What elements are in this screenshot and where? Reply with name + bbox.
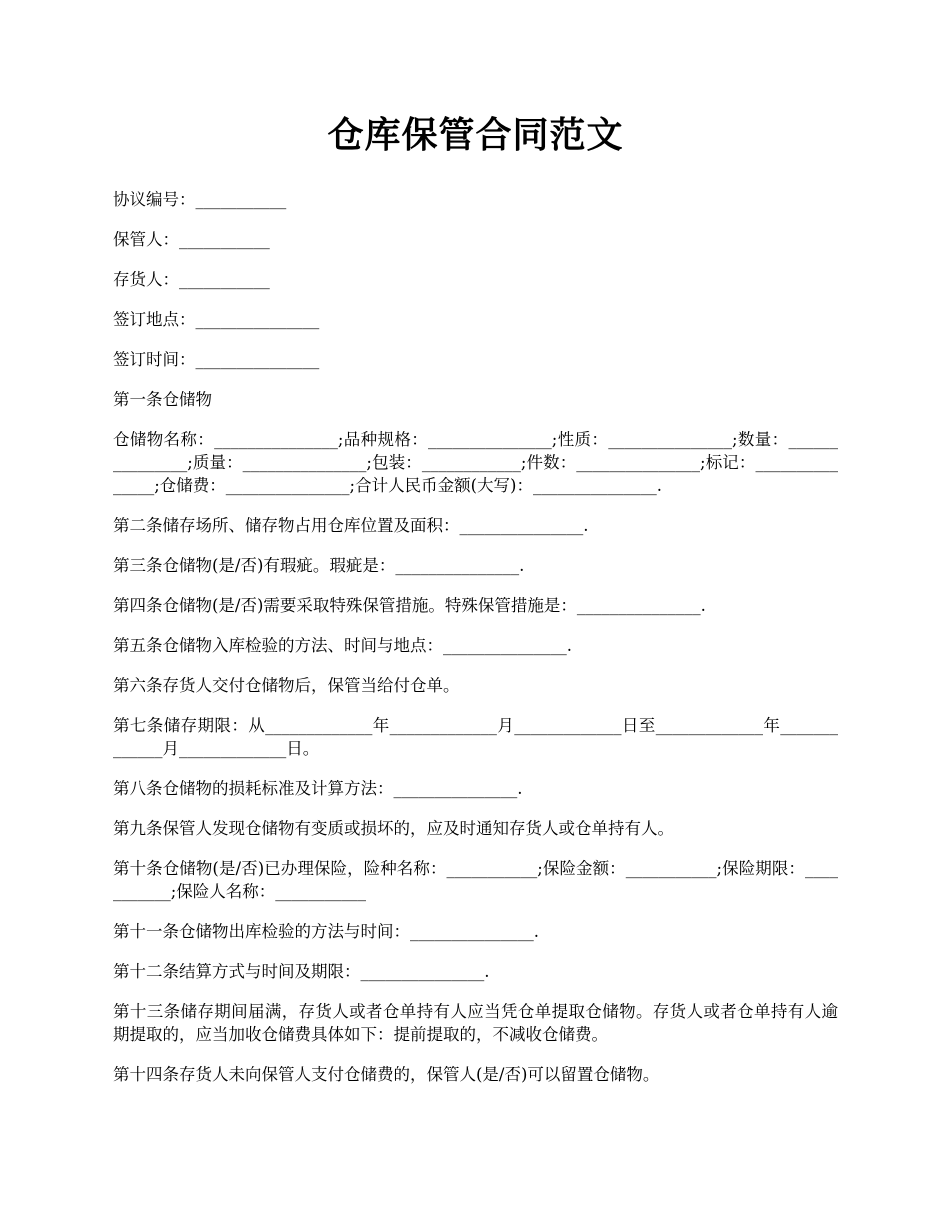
article-11: 第十一条仓储物出库检验的方法与时间：_______________.: [113, 922, 539, 941]
article-13: 第十三条储存期间届满，存货人或者仓单持有人应当凭仓单提取仓储物。存货人或者仓单持有人逾期提取的，应当加收仓储费具体如下：提前提取的，不减收仓储费。: [113, 1002, 838, 1044]
article-6: 第六条存货人交付仓储物后，保管当给付仓单。: [113, 676, 460, 695]
article-3: 第三条仓储物(是/否)有瑕疵。瑕疵是：_______________.: [113, 556, 525, 575]
article-12: 第十二条结算方式与时间及期限：_______________.: [113, 962, 490, 981]
document-title: 仓库保管合同范文: [327, 114, 624, 156]
article-8: 第八条仓储物的损耗标准及计算方法：_______________.: [113, 779, 523, 798]
signing-time-field: 签订时间：_______________: [113, 350, 320, 369]
article-10: 第十条仓储物(是/否)已办理保险，险种名称：___________;保险金额：___________;保险期限：___________;保险人名称：___________: [113, 859, 838, 901]
article-9: 第九条保管人发现仓储物有变质或损坏的，应及时通知存货人或仓单持有人。: [113, 819, 674, 838]
agreement-number: 协议编号：___________: [113, 190, 287, 209]
depositor-field: 存货人：___________: [113, 270, 270, 289]
signing-place-field: 签订地点：_______________: [113, 310, 320, 329]
article-14: 第十四条存货人未向保管人支付仓储费的，保管人(是/否)可以留置仓储物。: [113, 1065, 660, 1084]
document-page: [113, 110, 838, 1103]
article-2: 第二条储存场所、储存物占用仓库位置及面积：_______________.: [113, 516, 589, 535]
custodian-field: 保管人：___________: [113, 230, 270, 249]
article-5: 第五条仓储物入库检验的方法、时间与地点：_______________.: [113, 636, 572, 655]
article-7: 第七条储存期限：从_____________年_____________月_____________日至_____________年_____________月_____________日。: [113, 716, 838, 758]
article-1-details: 仓储物名称：_______________;品种规格：_______________;性质：_______________;数量：_______________;质量：_______________;包装：____________;件数：_______________;标记：_______________;仓储费：_______________;合计人民币金额(大写)：_______________.: [113, 430, 838, 495]
article-4: 第四条仓储物(是/否)需要采取特殊保管措施。特殊保管措施是：_______________.: [113, 596, 706, 615]
article-1-heading: 第一条仓储物: [113, 390, 212, 409]
